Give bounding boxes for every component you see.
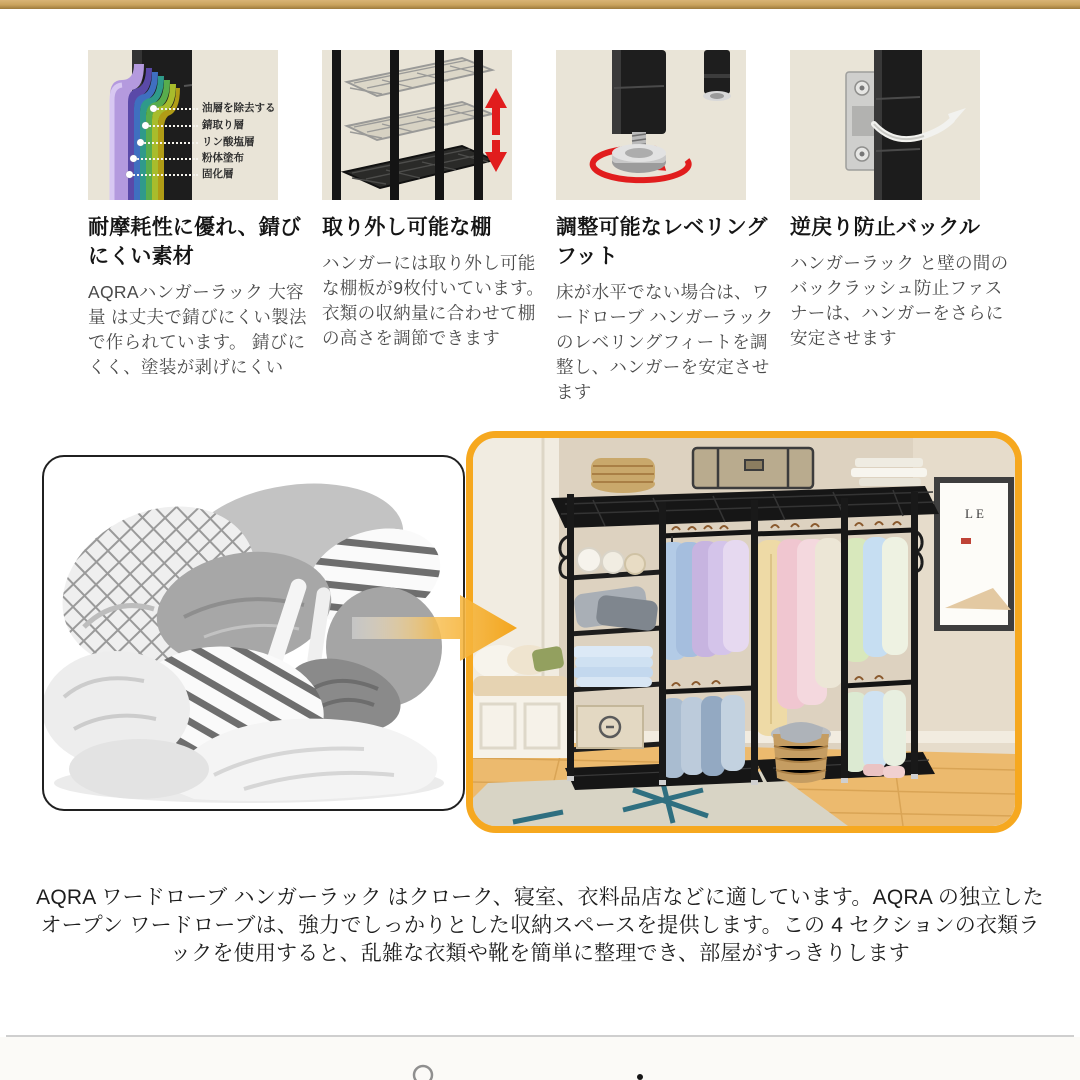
- hanging-clothes-lower-right: [843, 690, 906, 772]
- feature-body: ハンガーには取り外し可能な棚板が9枚付いています。衣類の収納量に合わせて棚の高さを調節できます: [322, 253, 545, 348]
- feature-column-material: [88, 50, 316, 380]
- feature-body: 床が水平でない場合は、ワードローブ ハンガーラックのレベリングフィートを調整し、ハンガーを安定させます: [556, 282, 774, 402]
- coating-layers-image: [88, 50, 278, 200]
- feature-heading: 調整可能なレベリングフット: [556, 216, 768, 268]
- feature-heading: 耐摩耗性に優れ、錆びにくい素材: [88, 216, 302, 268]
- feature-heading: 逆戻り防止バックル: [790, 216, 981, 239]
- feature-column-leveling-feet: [556, 50, 784, 405]
- leveling-foot-illustration: [556, 50, 746, 200]
- leader-dot: [137, 139, 144, 146]
- wardrobe-room-illustration: [473, 438, 1015, 826]
- layer-label: 固化層: [202, 168, 234, 180]
- leader-dot: [130, 155, 137, 162]
- leader-dot: [126, 171, 133, 178]
- leveling-foot-image: [556, 50, 746, 200]
- feature-body: AQRAハンガーラック 大容量 は丈夫で錆びにくい製法で作られています。 錆びにくく、塗装が剥げにくい: [88, 282, 307, 377]
- wire-shelf-illustration: [322, 50, 512, 200]
- leader-line: [146, 125, 198, 127]
- feature-heading: 取り外し可能な棚: [322, 216, 492, 239]
- layer-label: 錆取り層: [202, 119, 244, 131]
- leader-dot: [150, 105, 157, 112]
- hanging-clothes-top-right: [843, 537, 908, 662]
- buckle-illustration: [790, 50, 980, 200]
- description-line: ックを使用すると、乱雑な衣類や靴を簡単に整理でき、部屋がすっきりします: [170, 942, 910, 965]
- laundry-basket: [771, 722, 831, 783]
- description-line: オープン ワードローブは、強力でしっかりとした収納スペースを提供します。この 4 セクションの衣類ラ: [40, 914, 1040, 937]
- leader-dot: [142, 122, 149, 129]
- poster-text: LE: [965, 506, 987, 521]
- wall-picture-frame: [937, 480, 1011, 628]
- layer-label: 油層を除去する: [202, 102, 276, 114]
- transform-arrow-icon: [352, 595, 517, 661]
- leader-line: [154, 108, 198, 110]
- shoes: [863, 764, 905, 778]
- layer-label: 粉体塗布: [202, 152, 244, 164]
- pole-dot-preview-icon: [637, 1074, 643, 1080]
- organized-wardrobe-photo: [466, 431, 1022, 833]
- hanging-clothes-lower-left: [661, 695, 745, 778]
- next-section-preview: [0, 1037, 1080, 1080]
- leader-line: [141, 142, 198, 144]
- section-divider-bar: [0, 0, 1080, 9]
- feature-column-buckle: [790, 50, 1018, 351]
- removable-shelf-image: [322, 50, 512, 200]
- product-description-text: [0, 884, 1080, 968]
- hanging-clothes-top-left: [659, 536, 749, 660]
- leader-line: [130, 174, 198, 176]
- hanger-hook-preview-icon: [414, 1066, 432, 1080]
- leader-line: [134, 158, 198, 160]
- anti-backlash-buckle-image: [790, 50, 980, 200]
- layer-label: リン酸塩層: [202, 136, 255, 148]
- feature-column-shelves: [322, 50, 550, 351]
- description-line: AQRA ワードローブ ハンガーラック はクローク、寝室、衣料品店などに適しています。AQRA の独立した: [36, 886, 1044, 909]
- feature-body: ハンガーラック と壁の間のバックラッシュ防止ファスナーは、ハンガーをさらに安定させます: [790, 253, 1009, 348]
